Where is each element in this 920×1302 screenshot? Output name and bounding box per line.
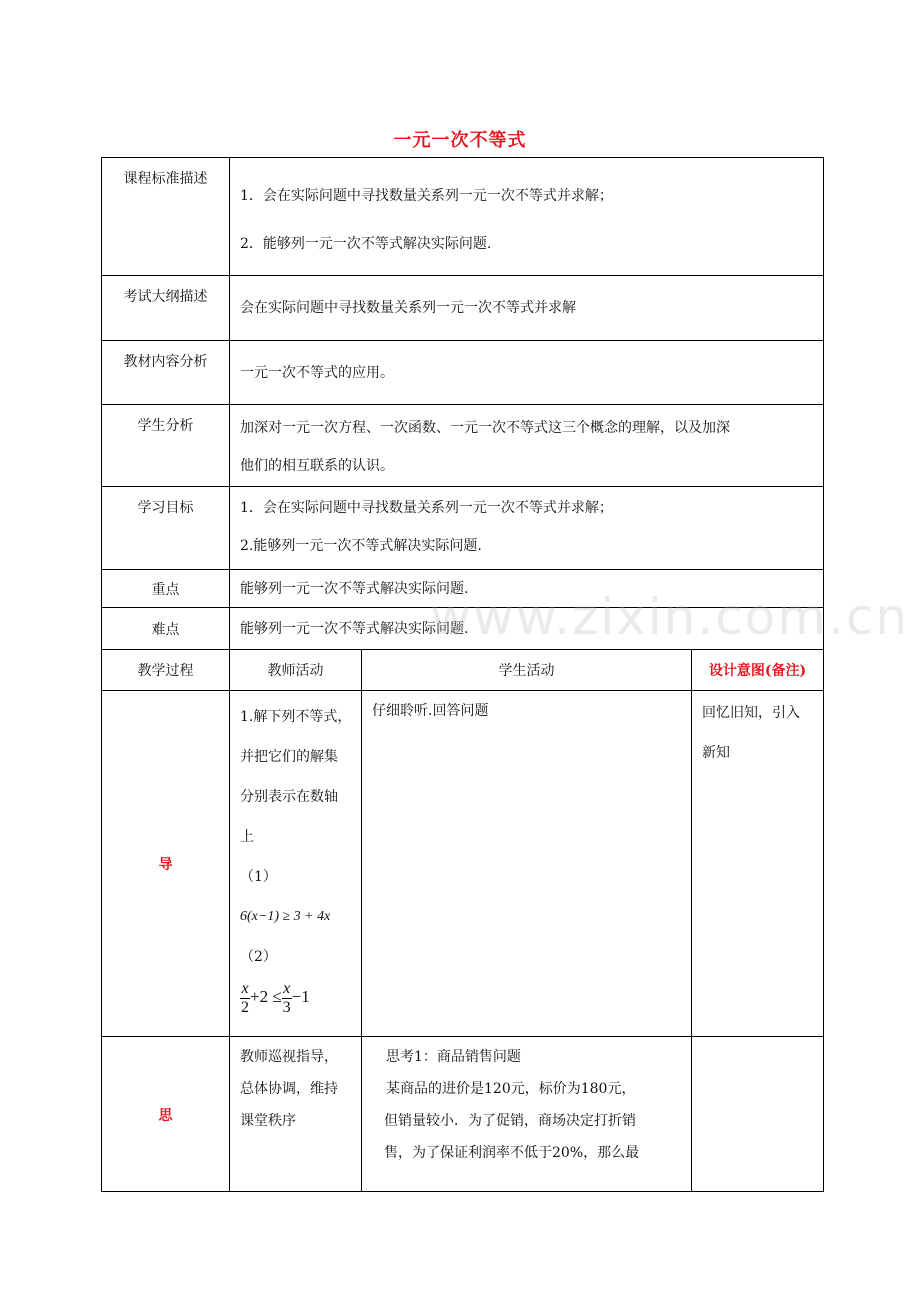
row-key-point xyxy=(102,570,824,608)
label-key-point: 重点 xyxy=(102,570,230,608)
si-student-line-4: 售，为了保证利润率不低于20%，那么最 xyxy=(384,1145,640,1161)
stage-label-dao: 导 xyxy=(102,691,230,1037)
dao-teacher-line-3: 分别表示在数轴 xyxy=(240,789,338,805)
question-2-label: （2） xyxy=(240,949,277,965)
design-intent-dao xyxy=(692,691,824,1037)
watermark: www.zixin.com.cn xyxy=(430,588,910,646)
content-course-standard xyxy=(230,158,824,276)
row-course-standard xyxy=(102,158,824,276)
header-teacher-activity: 教师活动 xyxy=(230,650,362,691)
student-analysis-line-2: 他们的相互联系的认识。 xyxy=(240,458,394,474)
header-design-intent: 设计意图(备注) xyxy=(692,650,824,691)
dao-teacher-line-1: 1.解下列不等式， xyxy=(240,709,352,725)
label-exam-outline: 考试大纲描述 xyxy=(102,276,230,341)
dao-intent-line-2: 新知 xyxy=(702,745,730,761)
question-1-label: （1） xyxy=(240,869,277,885)
student-analysis-line-1: 加深对一元一次方程、一次函数、一元一次不等式这三个概念的理解，以及加深 xyxy=(240,420,730,436)
standard-line-1: 1．会在实际问题中寻找数量关系列一元一次不等式并求解； xyxy=(240,188,613,204)
row-stage-si xyxy=(102,1037,824,1192)
header-student-activity: 学生活动 xyxy=(362,650,692,691)
si-student-line-1: 思考1：商品销售问题 xyxy=(386,1049,521,1065)
row-material-analysis xyxy=(102,341,824,405)
row-stage-dao xyxy=(102,691,824,1037)
dao-intent-line-1: 回忆旧知，引入 xyxy=(702,705,800,721)
teacher-activity-si xyxy=(230,1037,362,1192)
student-activity-dao: 仔细聆听.回答问题 xyxy=(362,691,692,1037)
fraction-x-over-3: $\frac{x}{3}$ xyxy=(282,979,291,1016)
dao-teacher-line-4: 上 xyxy=(240,829,254,845)
content-key-point: 能够列一元一次不等式解决实际问题. xyxy=(230,570,824,608)
content-difficult-point: 能够列一元一次不等式解决实际问题. xyxy=(230,608,824,650)
label-material-analysis: 教材内容分析 xyxy=(102,341,230,405)
content-exam-outline: 会在实际问题中寻找数量关系列一元一次不等式并求解 xyxy=(230,276,824,341)
question-2-middle: +2 ≤ xyxy=(250,987,282,1006)
content-student-analysis xyxy=(230,405,824,487)
row-exam-outline xyxy=(102,276,824,341)
label-course-standard: 课程标准描述 xyxy=(102,158,230,276)
question-2-tail: −1 xyxy=(291,987,310,1006)
row-process-header xyxy=(102,650,824,691)
si-teacher-line-3: 课堂秩序 xyxy=(240,1113,296,1129)
teacher-activity-dao xyxy=(230,691,362,1037)
student-activity-si xyxy=(362,1037,692,1192)
lesson-plan-table xyxy=(101,157,824,1192)
standard-line-2: 2．能够列一元一次不等式解决实际问题. xyxy=(240,236,492,252)
si-teacher-line-2: 总体协调，维持 xyxy=(240,1081,338,1097)
design-intent-si xyxy=(692,1037,824,1192)
label-learning-goal: 学习目标 xyxy=(102,487,230,570)
si-student-line-2: 某商品的进价是120元，标价为180元， xyxy=(386,1081,636,1097)
row-student-analysis xyxy=(102,405,824,487)
header-teaching-process: 教学过程 xyxy=(102,650,230,691)
si-teacher-line-1: 教师巡视指导， xyxy=(240,1049,338,1065)
question-2-expression xyxy=(240,977,357,1017)
dao-teacher-line-2: 并把它们的解集 xyxy=(240,749,338,765)
goal-line-1: 1．会在实际问题中寻找数量关系列一元一次不等式并求解； xyxy=(240,500,613,516)
label-difficult-point: 难点 xyxy=(102,608,230,650)
row-learning-goal xyxy=(102,487,824,570)
content-material-analysis: 一元一次不等式的应用。 xyxy=(230,341,824,405)
fraction-x-over-2: $\frac{x}{2}$ xyxy=(241,979,249,1016)
question-1-expression: 6(x−1) ≥ 3 + 4x xyxy=(240,909,331,924)
stage-label-si: 思 xyxy=(102,1037,230,1192)
document-title: 一元一次不等式 xyxy=(393,130,527,151)
si-student-line-3: 但销量较小．为了促销，商场决定打折销 xyxy=(384,1113,636,1129)
content-learning-goal xyxy=(230,487,824,570)
label-student-analysis: 学生分析 xyxy=(102,405,230,487)
goal-line-2: 2.能够列一元一次不等式解决实际问题. xyxy=(240,538,482,554)
row-difficult-point xyxy=(102,608,824,650)
